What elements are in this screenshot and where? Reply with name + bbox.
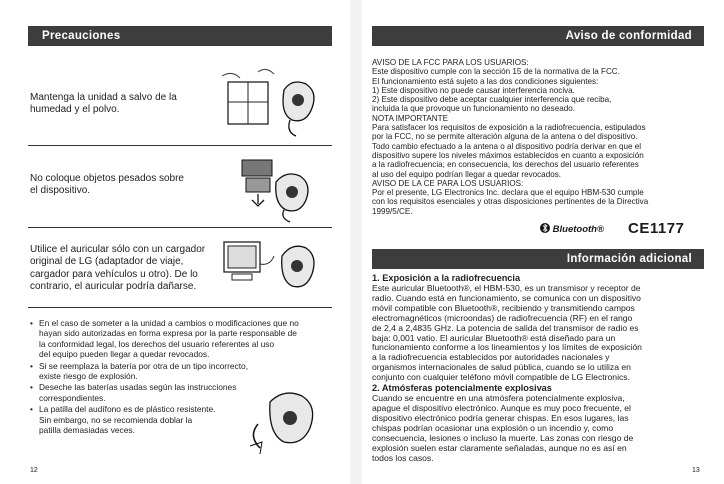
section-header-precauciones: Precauciones [28, 26, 332, 46]
divider [28, 145, 332, 146]
section-title: 2. Atmósferas potencialmente explosivas [372, 383, 552, 394]
precaution-humidity-text: Mantenga la unidad a salvo de la humedad y el polvo. [30, 92, 177, 116]
charger-illustration [220, 234, 326, 300]
list-item: • Deseche las baterías usadas según las instrucciones correspondientes. [30, 382, 237, 403]
book-spine [350, 0, 362, 484]
section-title: 1. Exposición a la radiofrecuencia [372, 273, 521, 283]
fcc-notice: AVISO DE LA FCC PARA LOS USUARIOS: Este dispositivo cumple con la sección 15 de la normativa de la FCC. El funcionamiento está sujeto a las dos condiciones siguientes: 1) Este dispositivo no puede causar interferencia nociva. 2) Este dispositivo debe aceptar cualquier interferencia que reciba, incluida la que provoque un funcionamiento no deseado. NOTA IMPORTANTE Para satisfacer los requisitos de exposición a la radiofrecuencia, estipulados por la FCC, no se permite alteración alguna de la antena o del dispositivo. Todo cambio efectuado a la antena o al dispositivo podría derivar en que el dispositivo supere los niveles máximos establecidos en cuanto a exposición a la radiofrecuencia; en consecuencia, los derechos del usuario referentes al uso del equipo podrían llegar a quedar revocados. AVISO DE LA CE PARA LOS USUARIOS: Por el presente, LG Electronics Inc. declara que el equipo HBM-530 cumple con los requisitos esenciales y otras disposiciones pertinentes de la Directiva 1999/5/CE. [372, 58, 649, 216]
divider [28, 307, 332, 308]
page-number: 13 [692, 467, 700, 474]
precaution-charger-text: Utilice el auricular sólo con un cargador original de LG (adaptador de viaje, cargador para vehículos u otro). De lo contrario, el auricular podría dañarse. [30, 244, 206, 293]
right-page [362, 0, 724, 484]
page-number: 12 [30, 467, 38, 474]
humidity-dust-illustration [214, 62, 324, 142]
earpiece-bend-illustration [240, 384, 330, 456]
left-page [0, 0, 350, 484]
section-header-aviso: Aviso de conformidad [372, 26, 704, 46]
bluetooth-icon [540, 222, 550, 234]
list-item: • Si se reemplaza la batería por otra de un tipo incorrecto, existe riesgo de explosión. [30, 360, 249, 382]
divider [28, 227, 332, 228]
precaution-weight-text: No coloque objetos pesados sobre el dispositivo. [30, 173, 184, 197]
additional-info: 1. Exposición a la radiofrecuencia Este auricular Bluetooth®, el HBM-530, es un transmisor y receptor de radio. Cuando está en funcionamiento, se comunica con un dispositivo móvil compatible con Bluetooth®, recibiendo y transmitiendo campos electromagnéticos (microondas) de radiofrecuencia (RF) en el rango de 2,4 a 2,4835 GHz. La potencia de salida del transmisor de radio es baja: 0,001 vatio. El auricular Bluetooth® está diseñado para un funcionamiento conforme a los lineamientos y los límites de exposición a la radiofrecuencia establecidos por autoridades nacionales y organismos internacionales de salud pública, cuando se lo utiliza en conjunto con cualquier teléfono móvil compatible de LG Electronics. 2. Atmósferas potencialmente explosivas Cuando se encuentre en una atmósfera potencialmente explosiva, apague el dispositivo electrónico. Aunque es muy poco frecuente, el dispositivo electrónico podría generar chispas. En esos lugares, las chispas podrían ocasionar una explosión o un incendio y, como consecuencia, lesiones o incluso la muerte. Las zonas con riesgo de explosión suelen estar claramente señaladas, aunque no es así en todos los casos. [372, 273, 707, 463]
list-item: • En el caso de someter a la unidad a cambios o modificaciones que no hayan sido autorizadas en forma expresa por la parte responsable de la conformidad legal, los derechos del usuario referentes al uso del equipo pueden llegar a quedar revocados. [30, 318, 299, 360]
section-header-informacion: Información adicional [372, 249, 704, 269]
list-item: • La patilla del audífono es de plástico resistente. Sin embargo, no se recomienda doblar la patilla demasiadas veces. [30, 404, 216, 436]
bluetooth-logo: Bluetooth® [540, 222, 604, 235]
ce-mark: CE1177 [628, 220, 685, 237]
heavy-objects-illustration [236, 152, 326, 226]
